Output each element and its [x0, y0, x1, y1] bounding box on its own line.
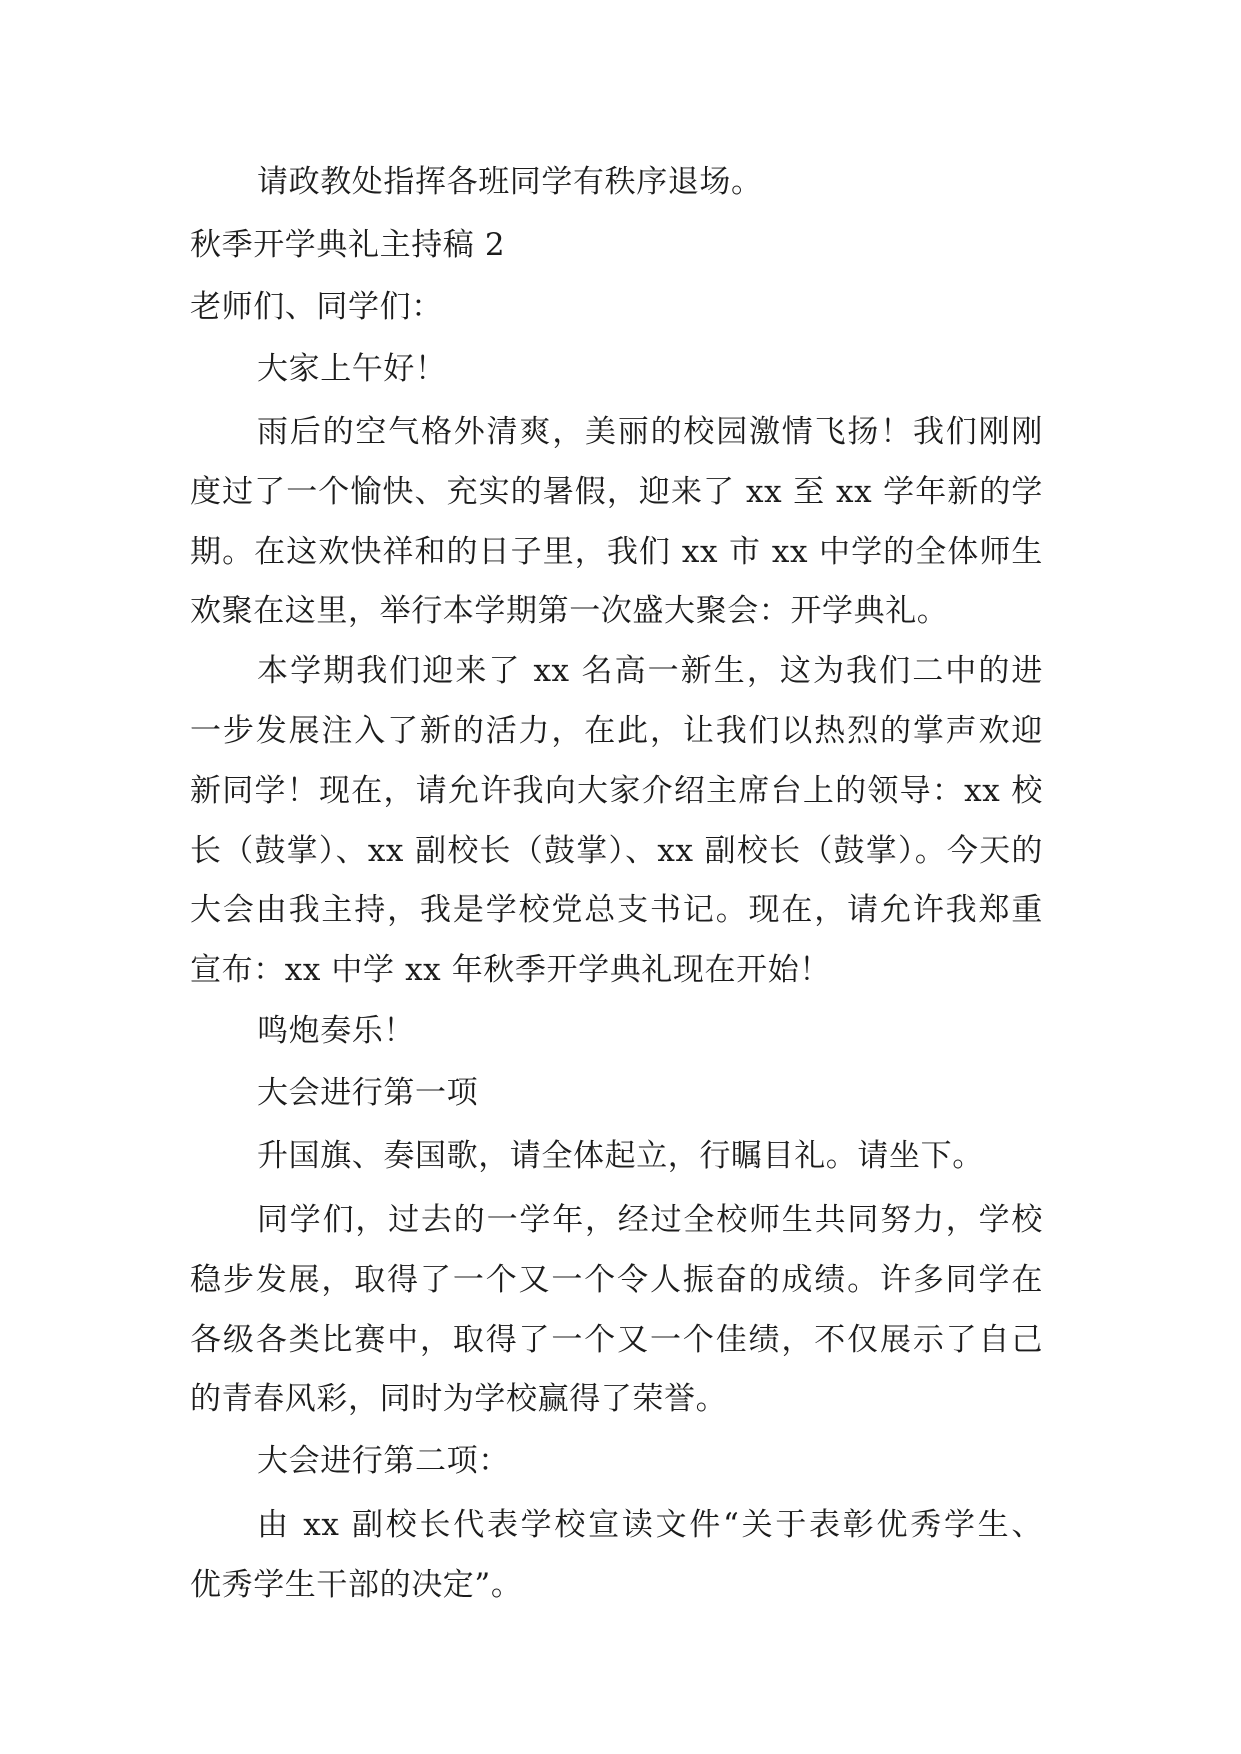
paragraph-opening-line-3: 期。在这欢快祥和的日子里，我们 xx 市 xx 中学的全体师生	[190, 534, 1043, 570]
firecracker-line: 鸣炮奏乐！	[257, 1013, 415, 1049]
paragraph-welcome-line-4: 长（鼓掌）、xx 副校长（鼓掌）、xx 副校长（鼓掌）。今天的	[190, 833, 1043, 869]
paragraph-achievement-line-4: 的青春风彩，同时为学校赢得了荣誉。	[190, 1381, 728, 1417]
paragraph-welcome-line-5: 大会由我主持，我是学校党总支书记。现在，请允许我郑重	[190, 892, 1043, 928]
paragraph-opening-line-2: 度过了一个愉快、充实的暑假，迎来了 xx 至 xx 学年新的学	[190, 474, 1043, 510]
paragraph-welcome-line-2: 一步发展注入了新的活力，在此，让我们以热烈的掌声欢迎	[190, 713, 1043, 749]
salutation: 老师们、同学们：	[190, 289, 443, 325]
agenda-item-2-heading: 大会进行第二项：	[257, 1443, 510, 1479]
closing-instruction-line: 请政教处指挥各班同学有秩序退场。	[257, 164, 763, 200]
paragraph-achievement-line-3: 各级各类比赛中，取得了一个又一个佳绩，不仅展示了自己	[190, 1322, 1043, 1358]
paragraph-welcome-line-6: 宣布：xx 中学 xx 年秋季开学典礼现在开始！	[190, 952, 831, 988]
paragraph-welcome-line-1: 本学期我们迎来了 xx 名高一新生，这为我们二中的进	[257, 653, 1043, 689]
paragraph-achievement-line-2: 稳步发展，取得了一个又一个令人振奋的成绩。许多同学在	[190, 1262, 1043, 1298]
paragraph-achievement-line-1: 同学们，过去的一学年，经过全校师生共同努力，学校	[257, 1202, 1043, 1238]
section-heading: 秋季开学典礼主持稿 2	[190, 227, 506, 263]
agenda-item-1-heading: 大会进行第一项	[257, 1075, 479, 1111]
agenda-item-2-text-line-1: 由 xx 副校长代表学校宣读文件“关于表彰优秀学生、	[257, 1507, 1043, 1543]
agenda-item-2-text-line-2: 优秀学生干部的决定”。	[190, 1567, 523, 1603]
paragraph-opening-line-4: 欢聚在这里，举行本学期第一次盛大聚会：开学典礼。	[190, 593, 949, 629]
agenda-item-1-text: 升国旗、奏国歌，请全体起立，行瞩目礼。请坐下。	[257, 1138, 984, 1174]
paragraph-opening-line-1: 雨后的空气格外清爽，美丽的校园激情飞扬！我们刚刚	[257, 414, 1043, 450]
greeting-line: 大家上午好！	[257, 351, 447, 387]
paragraph-welcome-line-3: 新同学！现在，请允许我向大家介绍主席台上的领导：xx 校	[190, 773, 1043, 809]
